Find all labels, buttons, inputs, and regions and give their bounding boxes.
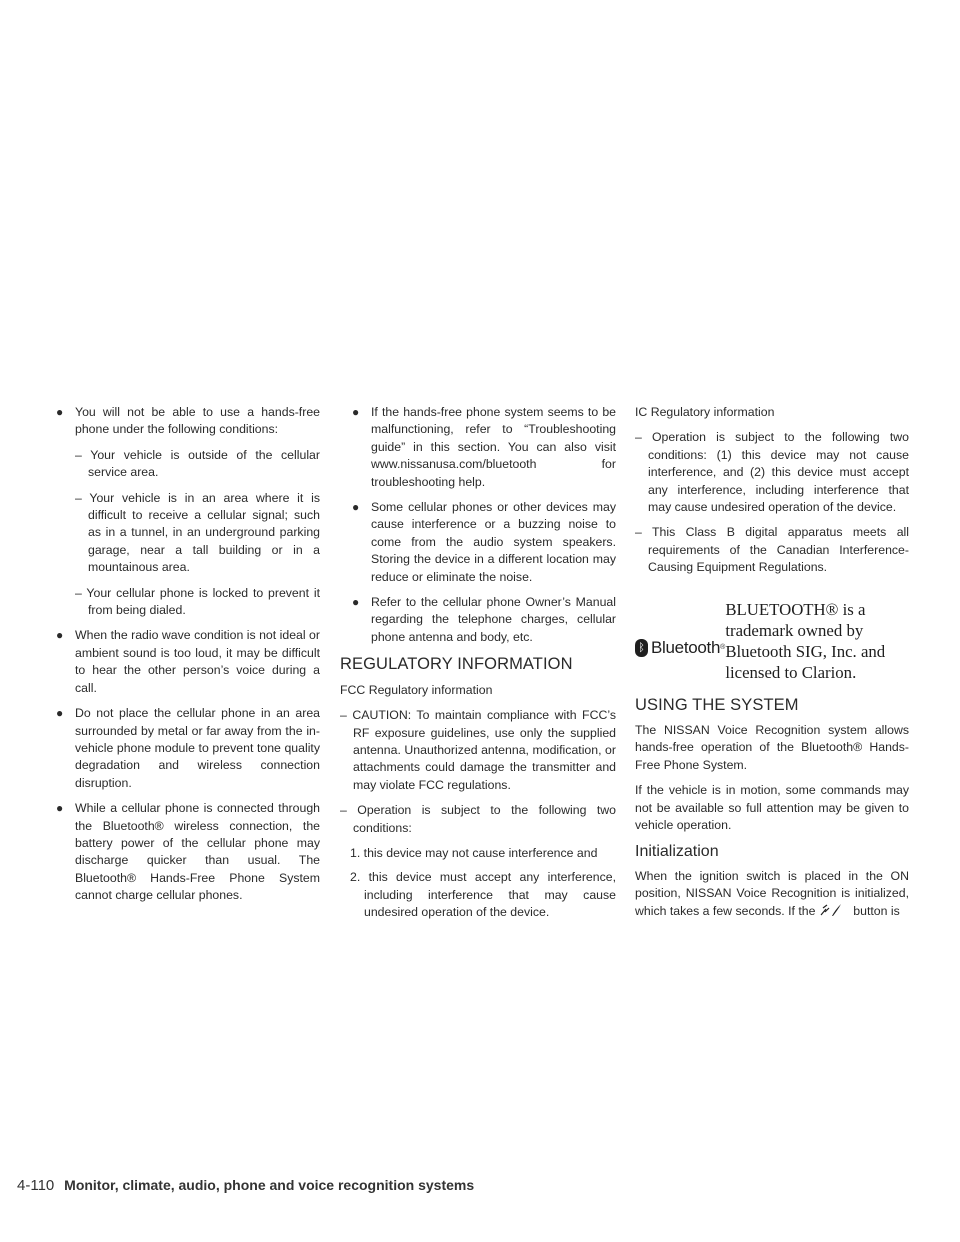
bullet-icon: ● — [56, 628, 64, 643]
numbered-item: 2. this device must accept any interference, including interference that may cause undesired operation of the device. — [350, 870, 616, 920]
paragraph: The NISSAN Voice Recognition system allows hands-free operation of the Bluetooth® Hands-Free Phone System. — [635, 723, 909, 772]
dash-item: – Your vehicle is in an area where it is difficult to receive a cellular signal; such as in a tunnel, in an underground parking garage, near a tall building or in a mountainous area. — [75, 490, 320, 575]
dash-item: – Operation is subject to the following two conditions: — [340, 803, 616, 835]
dash-item: – CAUTION: To maintain compliance with FCC’s RF exposure guidelines, use only the supplied antenna. Unauthorized antenna, modification, or attachments could damage the transmitter and may violate FCC regulations. — [340, 708, 616, 792]
subsection-heading: Initialization — [635, 842, 719, 860]
dash-item: – This Class B digital apparatus meets all requirements of the Canadian Interference-Causing Equipment Regulations. — [635, 525, 909, 575]
bullet-item — [44, 627, 320, 697]
bullet-text: If the hands-free phone system seems to be malfunctioning, refer to “Troubleshooting guide” in this section. You can also visit www.nissanusa.com/bluetooth for troubleshooting help. — [371, 405, 616, 489]
bullet-text: Do not place the cellular phone in an area surrounded by metal or far away from the in-vehicle phone module to prevent tone quality degradation and wireless connection disruption. — [75, 706, 320, 790]
bullet-item — [44, 705, 320, 792]
bullet-item — [340, 594, 616, 646]
column-1 — [44, 404, 320, 913]
page-number: 4-110 — [17, 1177, 55, 1194]
bluetooth-trademark-block — [635, 599, 909, 683]
bluetooth-logo: ᛒ Bluetooth ® — [635, 639, 725, 657]
bullet-text: When the radio wave condition is not ideal or ambient sound is too loud, it may be difficult to hear the other person’s voice during a call. — [75, 628, 320, 695]
bullet-item — [340, 499, 616, 586]
dash-item: – Your cellular phone is locked to prevent it from being dialed. — [75, 585, 320, 618]
bullet-icon: ● — [352, 500, 360, 515]
bullet-text: Refer to the cellular phone Owner’s Manual regarding the telephone charges, cellular phone antenna and body, etc. — [371, 595, 616, 644]
bullet-icon: ● — [56, 801, 64, 816]
bullet-icon: ● — [352, 595, 360, 610]
bluetooth-trademark-text: BLUETOOTH® is a trademark owned by Bluetooth SIG, Inc. and licensed to Clarion. — [725, 599, 886, 682]
section-heading: REGULATORY INFORMATION — [340, 655, 573, 674]
bullet-icon: ● — [56, 405, 64, 419]
bluetooth-logo-word: Bluetooth — [651, 637, 721, 657]
bullet-text: You will not be able to use a hands-free phone under the following conditions: — [75, 405, 320, 437]
column-2 — [340, 404, 616, 929]
bullet-item — [340, 404, 616, 491]
dash-item: – Operation is subject to the following two conditions: (1) this device may not cause interference, and (2) this device must accept any interference, including interference that may cause undesired operation of the device. — [635, 430, 909, 515]
bluetooth-icon: ᛒ — [635, 639, 648, 657]
dash-item: – Your vehicle is outside of the cellular service area. — [75, 447, 320, 480]
paragraph-text: button is — [853, 903, 900, 918]
talk-button-icon — [820, 903, 842, 917]
bullet-item — [44, 404, 320, 439]
fcc-label: FCC Regulatory information — [340, 682, 493, 697]
paragraph — [635, 868, 909, 920]
paragraph: If the vehicle is in motion, some commands may not be available so full attention may be given to vehicle operation. — [635, 783, 909, 833]
chapter-title: Monitor, climate, audio, phone and voice recognition systems — [64, 1177, 475, 1193]
bullet-text: Some cellular phones or other devices may cause interference or a buzzing noise to come from the audio system speakers. Storing the device in a different location may reduce or eliminate the noise. — [371, 500, 616, 584]
bullet-icon: ● — [56, 706, 64, 721]
column-3 — [635, 404, 909, 928]
bullet-icon: ● — [352, 405, 360, 419]
ic-label: IC Regulatory information — [635, 405, 775, 419]
numbered-item: 1. this device may not cause interference and — [350, 845, 598, 860]
page-footer — [17, 1177, 474, 1194]
paragraph-text: When the ignition switch is placed in the ON position, NISSAN Voice Recognition is initialized, which takes a few seconds. If the — [635, 868, 909, 918]
bullet-text: While a cellular phone is connected through the Bluetooth® wireless connection, the battery power of the cellular phone may discharge quicker than usual. The Bluetooth® Hands-Free Phone System cannot charge cellular phones. — [75, 801, 320, 903]
bullet-item — [44, 800, 320, 904]
section-heading: USING THE SYSTEM — [635, 695, 799, 714]
